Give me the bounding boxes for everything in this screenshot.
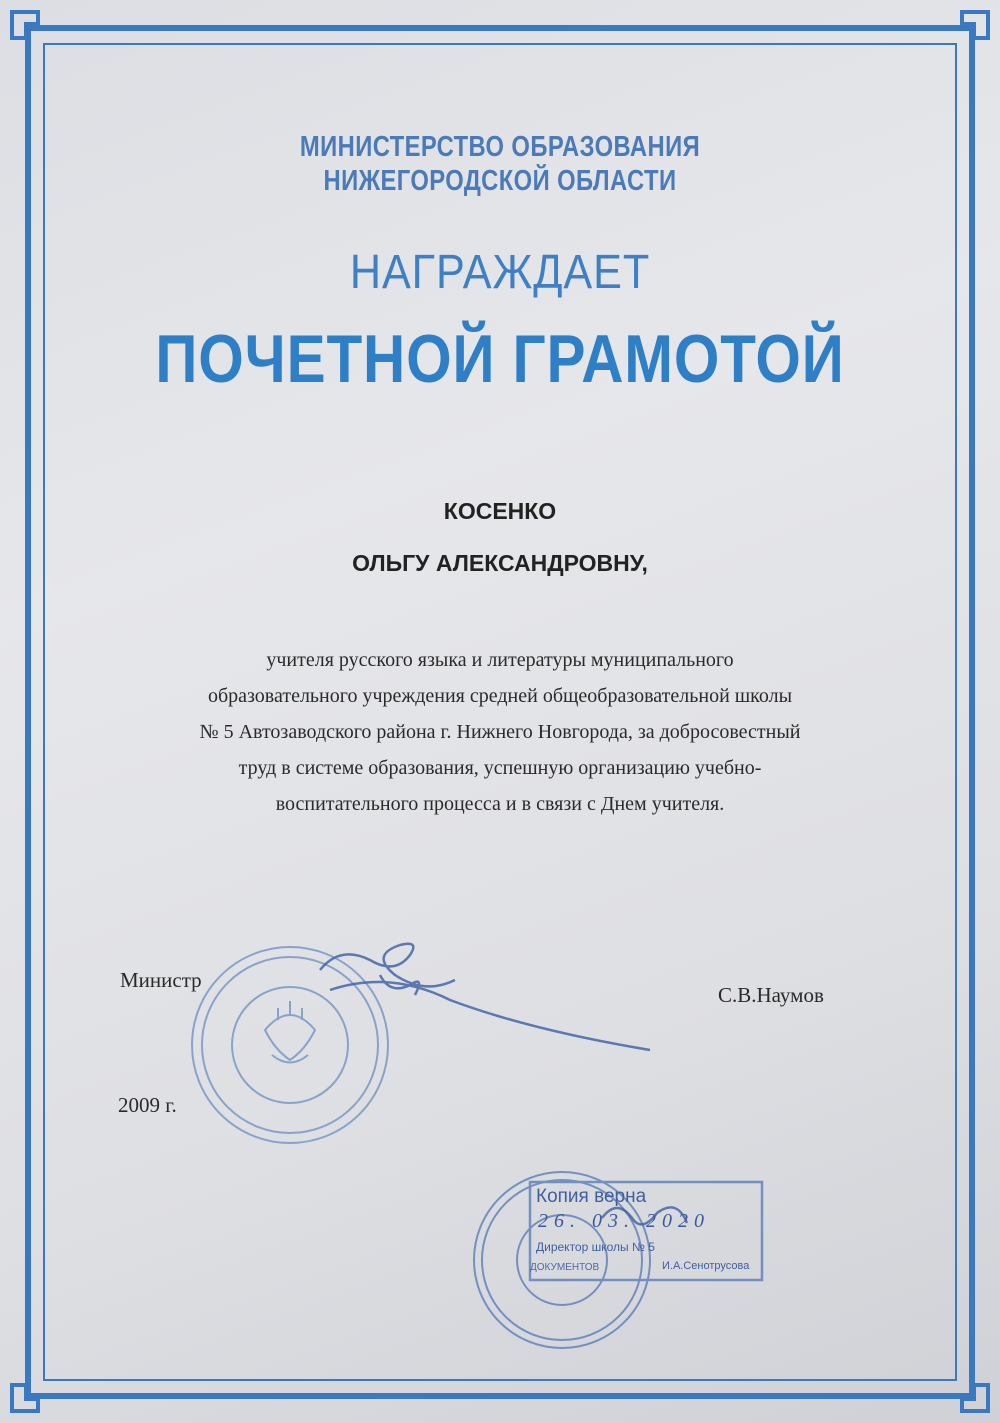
recipient-surname: КОСЕНКО <box>443 498 557 524</box>
copy-stamp-seal-text: ДОКУМЕНТОВ <box>530 1262 600 1273</box>
description-line: образовательного учреждения средней общеобразовательной школы <box>207 685 793 707</box>
ministry-heading <box>90 130 910 198</box>
minister-label: Министр <box>120 968 202 992</box>
copy-certification-stamp <box>452 1160 782 1360</box>
copy-stamp-date: 26. 03. 2020 <box>538 1210 710 1232</box>
description-line: учителя русского языка и литературы муниципального <box>266 649 734 671</box>
award-description <box>100 642 900 822</box>
ministry-line-2: НИЖЕГОРОДСКОЙ ОБЛАСТИ <box>323 165 677 197</box>
copy-stamp-position: Директор школы № 5 <box>536 1240 655 1254</box>
recipient-given-names: ОЛЬГУ АЛЕКСАНДРОВНУ, <box>352 550 648 576</box>
description-line: труд в системе образования, успешную организацию учебно- <box>238 757 762 779</box>
copy-stamp-name: И.А.Сенотрусова <box>662 1260 750 1272</box>
official-seal-and-signature <box>180 935 700 1175</box>
ministry-line-1: МИНИСТЕРСТВО ОБРАЗОВАНИЯ <box>299 131 701 163</box>
award-title: ПОЧЕТНОЙ ГРАМОТОЙ <box>155 321 845 397</box>
issue-year: 2009 г. <box>118 1093 177 1117</box>
award-verb: НАГРАЖДАЕТ <box>349 246 651 299</box>
description-line: воспитательного процесса и в связи с Днем учителя. <box>275 793 725 815</box>
description-line: № 5 Автозаводского района г. Нижнего Новгорода, за добросовестный <box>199 721 801 743</box>
copy-stamp-title: Копия верна <box>536 1186 647 1207</box>
minister-name: С.В.Наумов <box>718 983 824 1007</box>
